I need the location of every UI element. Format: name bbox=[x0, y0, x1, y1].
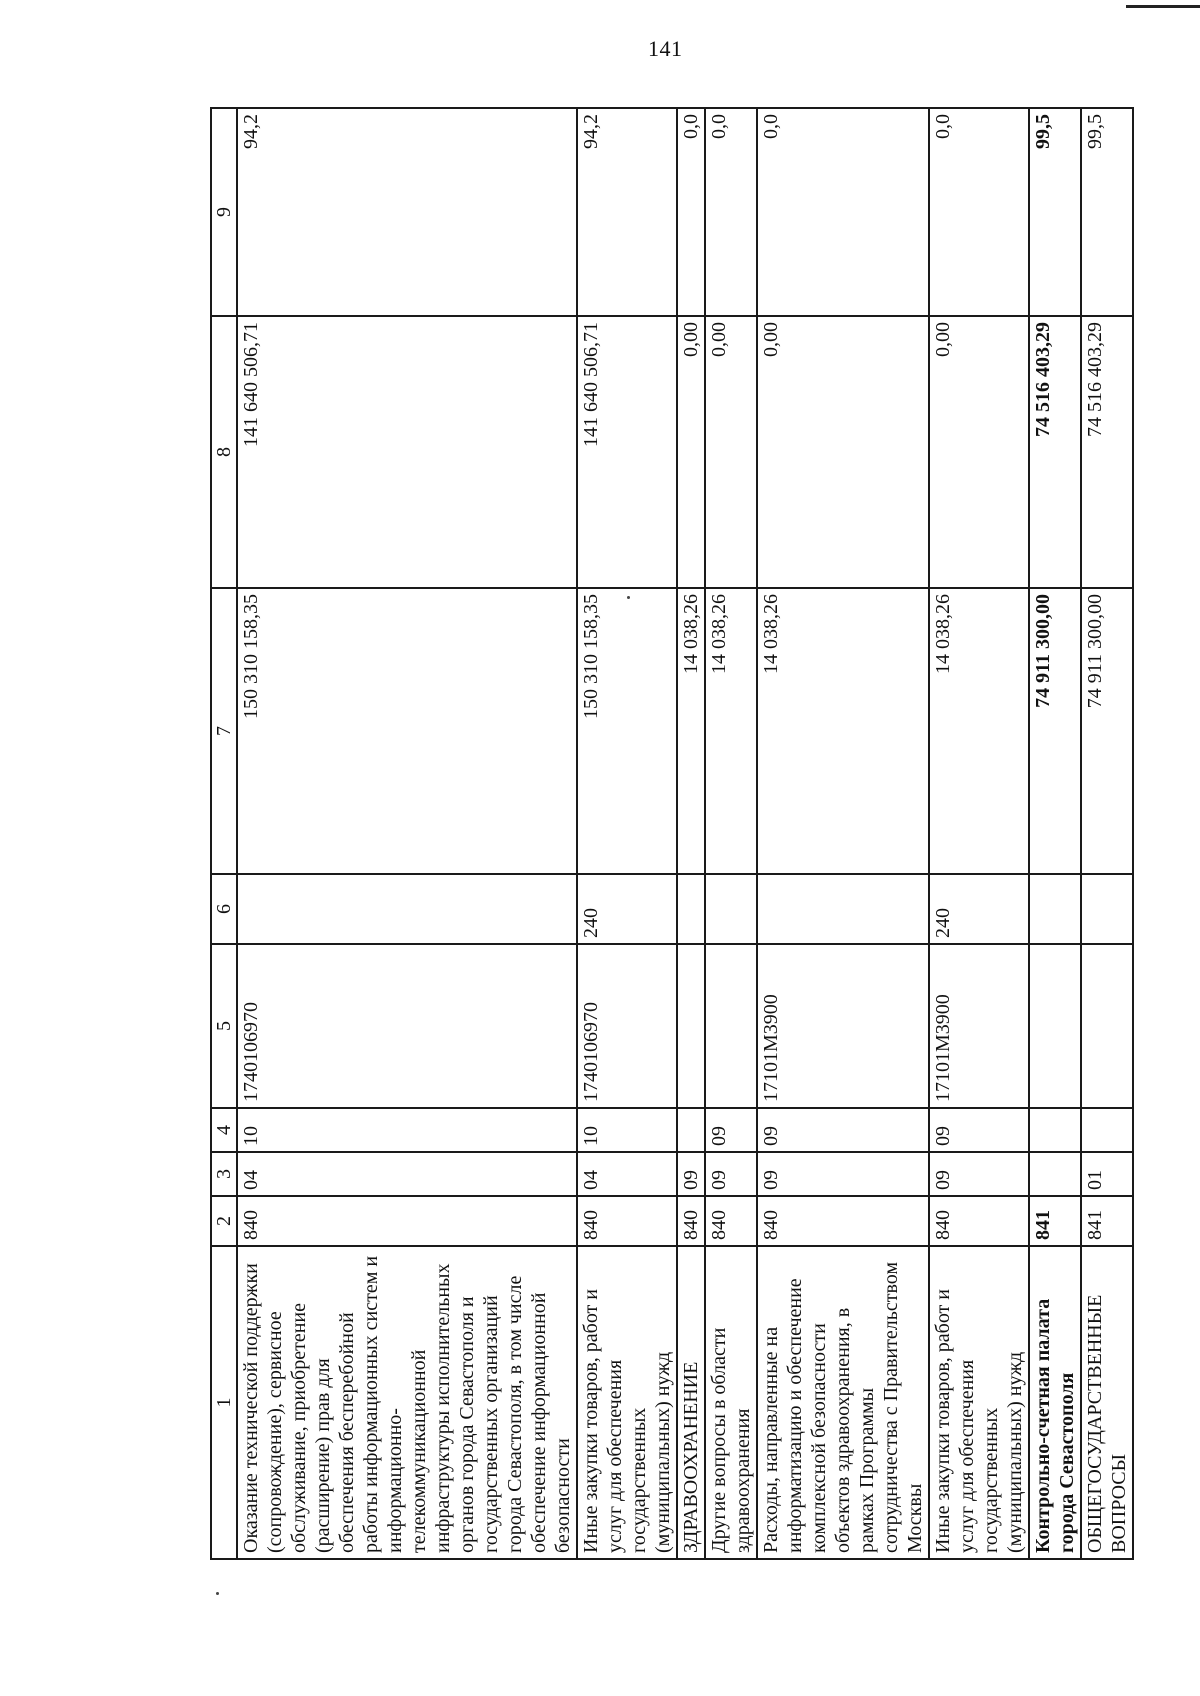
top-edge-rule bbox=[1126, 5, 1200, 8]
execution-percent-cell: 94,2 bbox=[237, 108, 577, 316]
planned-amount-cell: 150 310 158,35 bbox=[577, 588, 677, 874]
column-header: 1 bbox=[211, 1246, 237, 1559]
row-name: ОБЩЕГОСУДАРСТВЕННЫЕ ВОПРОСЫ bbox=[1081, 1246, 1133, 1559]
table-row bbox=[677, 108, 705, 1559]
section-cell: 04 bbox=[237, 1152, 577, 1196]
admin-code-cell: 840 bbox=[237, 1196, 577, 1246]
target-article-cell: 1740106970 bbox=[577, 944, 677, 1108]
column-header: 9 bbox=[211, 108, 237, 316]
subsection-cell bbox=[677, 1108, 705, 1152]
column-number-row bbox=[211, 108, 237, 1559]
target-article-cell bbox=[705, 944, 757, 1108]
planned-amount-cell: 74 911 300,00 bbox=[1081, 588, 1133, 874]
row-name: Расходы, направленные на информатизацию и обеспечение комплексной безопасности объектов здравоохранения, в рамках Программы сотрудничества с Правительством Москвы bbox=[757, 1246, 929, 1559]
table-row bbox=[705, 108, 757, 1559]
page-number: 141 bbox=[648, 36, 683, 61]
table-row bbox=[757, 108, 929, 1559]
expense-type-cell bbox=[1081, 874, 1133, 944]
column-header: 7 bbox=[211, 588, 237, 874]
executed-amount-cell: 0,00 bbox=[705, 316, 757, 588]
subsection-cell: 09 bbox=[705, 1108, 757, 1152]
table-row bbox=[577, 108, 677, 1559]
subsection-cell: 09 bbox=[757, 1108, 929, 1152]
admin-code-cell: 840 bbox=[929, 1196, 1029, 1246]
row-name: Контрольно-счетная палата города Севастополя bbox=[1029, 1246, 1081, 1559]
section-cell: 01 bbox=[1081, 1152, 1133, 1196]
admin-code-cell: 841 bbox=[1029, 1196, 1081, 1246]
executed-amount-cell: 74 516 403,29 bbox=[1081, 316, 1133, 588]
target-article-cell: 1740106970 bbox=[237, 944, 577, 1108]
planned-amount-cell: 74 911 300,00 bbox=[1029, 588, 1081, 874]
table-row bbox=[1081, 108, 1133, 1559]
section-cell: 09 bbox=[757, 1152, 929, 1196]
scan-speck bbox=[216, 1592, 219, 1595]
subsection-cell bbox=[1029, 1108, 1081, 1152]
table-row bbox=[1029, 108, 1081, 1559]
execution-percent-cell: 0,0 bbox=[677, 108, 705, 316]
planned-amount-cell: 14 038,26 bbox=[705, 588, 757, 874]
admin-code-cell: 840 bbox=[677, 1196, 705, 1246]
row-name: Иные закупки товаров, работ и услуг для обеспечения государственных (муниципальных) нужд bbox=[577, 1246, 677, 1559]
subsection-cell bbox=[1081, 1108, 1133, 1152]
subsection-cell: 10 bbox=[577, 1108, 677, 1152]
row-name: Иные закупки товаров, работ и услуг для обеспечения государственных (муниципальных) нужд bbox=[929, 1246, 1029, 1559]
expense-type-cell bbox=[237, 874, 577, 944]
planned-amount-cell: 14 038,26 bbox=[757, 588, 929, 874]
subsection-cell: 09 bbox=[929, 1108, 1029, 1152]
execution-percent-cell: 0,0 bbox=[757, 108, 929, 316]
table-row bbox=[237, 108, 577, 1559]
target-article-cell bbox=[1081, 944, 1133, 1108]
section-cell: 04 bbox=[577, 1152, 677, 1196]
subsection-cell: 10 bbox=[237, 1108, 577, 1152]
expense-type-cell bbox=[757, 874, 929, 944]
executed-amount-cell: 0,00 bbox=[677, 316, 705, 588]
column-header: 4 bbox=[211, 1108, 237, 1152]
executed-amount-cell: 141 640 506,71 bbox=[577, 316, 677, 588]
target-article-cell bbox=[677, 944, 705, 1108]
target-article-cell: 17101М3900 bbox=[929, 944, 1029, 1108]
target-article-cell bbox=[1029, 944, 1081, 1108]
column-header: 6 bbox=[211, 874, 237, 944]
column-header: 8 bbox=[211, 316, 237, 588]
admin-code-cell: 840 bbox=[577, 1196, 677, 1246]
column-header: 2 bbox=[211, 1196, 237, 1246]
section-cell: 09 bbox=[677, 1152, 705, 1196]
execution-percent-cell: 0,0 bbox=[929, 108, 1029, 316]
executed-amount-cell: 0,00 bbox=[929, 316, 1029, 588]
section-cell: 09 bbox=[705, 1152, 757, 1196]
executed-amount-cell: 0,00 bbox=[757, 316, 929, 588]
admin-code-cell: 840 bbox=[705, 1196, 757, 1246]
expense-type-cell bbox=[1029, 874, 1081, 944]
planned-amount-cell: 150 310 158,35 bbox=[237, 588, 577, 874]
expense-type-cell bbox=[705, 874, 757, 944]
executed-amount-cell: 74 516 403,29 bbox=[1029, 316, 1081, 588]
execution-percent-cell: 99,5 bbox=[1029, 108, 1081, 316]
row-name: ЗДРАВООХРАНЕНИЕ bbox=[677, 1246, 705, 1559]
admin-code-cell: 841 bbox=[1081, 1196, 1133, 1246]
row-name: Другие вопросы в области здравоохранения bbox=[705, 1246, 757, 1559]
planned-amount-cell: 14 038,26 bbox=[929, 588, 1029, 874]
planned-amount-cell: 14 038,26 bbox=[677, 588, 705, 874]
column-header: 5 bbox=[211, 944, 237, 1108]
column-header: 3 bbox=[211, 1152, 237, 1196]
expense-type-cell: 240 bbox=[929, 874, 1029, 944]
execution-percent-cell: 0,0 bbox=[705, 108, 757, 316]
admin-code-cell: 840 bbox=[757, 1196, 929, 1246]
execution-percent-cell: 99,5 bbox=[1081, 108, 1133, 316]
execution-percent-cell: 94,2 bbox=[577, 108, 677, 316]
budget-table bbox=[210, 107, 1134, 1560]
section-cell bbox=[1029, 1152, 1081, 1196]
rotated-table-container bbox=[210, 109, 1130, 1560]
expense-type-cell bbox=[677, 874, 705, 944]
expense-type-cell: 240 bbox=[577, 874, 677, 944]
row-name: Оказание технической поддержки (сопровождение), сервисное обслуживание, приобретение (расширение) прав для обеспечения бесперебойной работы информационных систем и информационно-телекоммуникационной инфраструктуры исполнительных органов города Севастополя и государственных организаций города Севастополя, в том числе обеспечение информационной безопасности bbox=[237, 1246, 577, 1559]
executed-amount-cell: 141 640 506,71 bbox=[237, 316, 577, 588]
target-article-cell: 17101М3900 bbox=[757, 944, 929, 1108]
section-cell: 09 bbox=[929, 1152, 1029, 1196]
table-row bbox=[929, 108, 1029, 1559]
